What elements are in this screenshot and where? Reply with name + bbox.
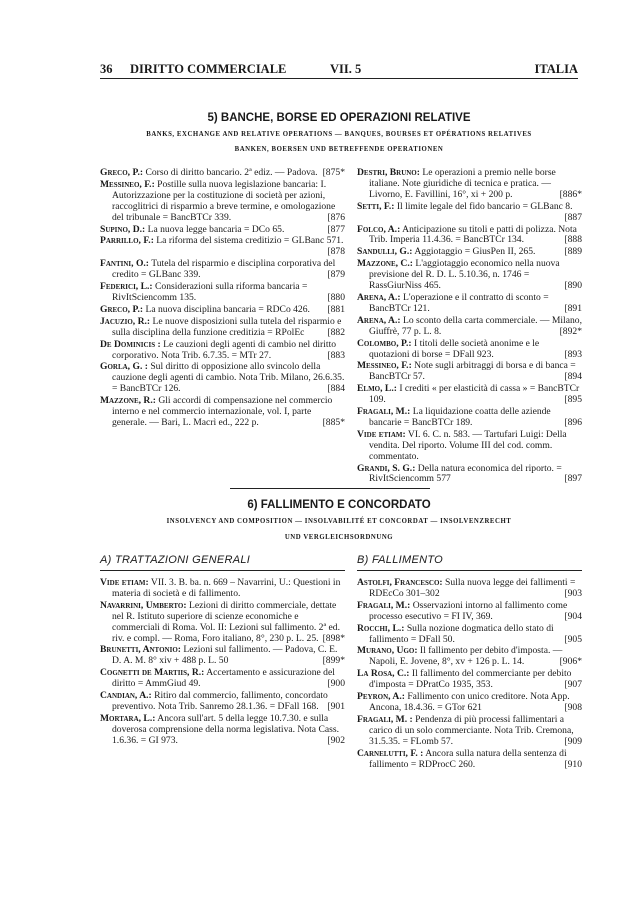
entry-number: [886* [559,188,582,200]
page-number: 36 [100,62,113,76]
country-label: ITALIA [534,62,578,76]
bibliography-entry [357,225,582,247]
entry-author: Mortara, L.: [100,712,156,724]
entry-author: Elmo, L.: [357,383,397,395]
entry-text: Lezioni di diritto commerciale, dettate nel R. Istituto superiore di scienze economiche e commerciali di Roma. Vol. II: Lezioni sul fallimento. 2ª ed. riv. e compl. — Roma, Foro italiano, 8°, 230 p. L. 25. [112,599,340,644]
entry-text: Tutela del risparmio e disciplina corporativa del credito = GLBanc 339. [112,258,336,281]
entry-number: [897 [564,473,582,485]
entry-author: La Rosa, C.: [357,668,410,680]
bibliography-entry [100,168,345,179]
entry-author: Cognetti de Martiis, R.: [100,667,205,679]
entry-author: Folco, A.: [357,223,401,235]
entry-number: [909 [564,735,582,747]
entry-number: [884 [327,383,345,395]
bibliography-entry [100,396,345,429]
entry-author: Arena, A.: [357,291,401,303]
running-head [100,62,578,78]
entry-author: Setti, F.: [357,200,395,212]
entry-text: Il limite legale del fido bancario = GLBanc 8. [394,200,573,212]
entry-text: Considerazioni sulla riforma bancaria = RivItSciencomm 135. [112,281,308,303]
entry-text: VII. 3. B. ba. n. 669 – Navarrini, U.: Questioni in materia di società e di fallimento. [112,577,341,599]
entry-author: Brunetti, Antonio: [100,644,181,656]
entry-number: [889 [564,246,582,258]
entry-number: [887 [564,211,582,223]
entry-author: Fragali, M.: [357,599,411,611]
entry-number: [910 [564,758,582,770]
bibliography-entry [100,601,345,645]
entry-text: Osservazioni intorno al fallimento come processo esecutivo = FI IV, 369. [369,599,568,622]
entry-author: Destri, Bruno: [357,167,420,178]
bibliography-entry [357,601,582,623]
bibliography-entry [100,236,345,258]
header-divider [100,78,578,79]
entry-number: [902 [327,734,345,746]
entry-number: [878 [327,246,345,258]
entry-text: Corso di diritto bancario. 2ª ediz. — Padova. [143,167,318,178]
entry-author: Peyron, A.: [357,691,405,703]
bibliography-entry [357,259,582,292]
bibliography-entry [357,202,582,224]
entry-author: Greco, P.: [100,167,144,178]
section-name: DIRITTO COMMERCIALE [130,62,287,76]
entry-author: Arena, A.: [357,314,401,326]
bibliography-entry [100,340,345,362]
entry-number: [880 [327,291,345,303]
entry-author: Gorla, G. : [100,361,148,373]
entry-author: Rocchi, L.: [357,622,405,634]
bibliography-entry [357,646,582,668]
entry-number: [883 [327,349,345,361]
entry-number: [881 [327,303,345,315]
entry-number: [898* [322,632,345,644]
entry-number: [896 [564,416,582,428]
bibliography-entry [357,464,582,486]
entry-text: Gli accordi di compensazione nel commercio interno e nel commercio internazionale, vol. I, parte generale. — Bari, L. Macrì ed., 222 p. [112,395,333,428]
entry-text: La nuova legge bancaria = DCo 65. [145,223,285,235]
entry-number: [877 [327,223,345,235]
subsection-a-heading: A) TRATTAZIONI GENERALI [100,554,251,566]
entry-text: Ritiro dal commercio, fallimento, concordato preventivo. Nota Trib. Sanremo 28.1.36. = DFall 168. [112,690,328,712]
entry-text: L'operazione e il contratto di sconto = BancBTCr 121. [369,291,549,314]
bibliography-entry [357,293,582,315]
bibliography-entry [357,339,582,361]
entry-number: [903 [564,587,582,599]
entry-text: Sulla nozione dogmatica dello stato di fallimento = DFall 50. [369,622,554,645]
bibliography-entry [100,362,345,395]
entry-author: Candian, A.: [100,690,152,702]
bibliography-entry [357,578,582,600]
entry-author: Jacuzio, R.: [100,315,151,327]
entry-text: Postille sulla nuova legislazione bancaria: I. Autorizzazione per la costituzione di società per azioni, raccoglitrici di risparmio a breve termine, e omologazione del tribunale = BancBTCr 339. [112,178,336,223]
entry-text: La riforma del sistema creditizio = GLBanc 571. [153,235,344,247]
bibliography-entry [100,317,345,339]
section6-left-column [100,578,345,748]
section-divider [230,488,430,489]
entry-author: Grandi, S. G.: [357,462,416,474]
entry-text: I crediti « per elasticità di cassa » = BancBTCr 109. [369,383,580,406]
entry-author: Fragali, M.: [357,406,411,418]
section6-subtitle-1: INSOLVENCY AND COMPOSITION — INSOLVABILITÉ ET CONCORDAT — INSOLVENZRECHT [166,518,512,525]
entry-number: [882 [327,326,345,338]
entry-text: Della natura economica del riporto. = RivItSciencomm 577 [369,462,562,485]
bibliography-entry [100,180,345,224]
section6-title: 6) FALLIMENTO E CONCORDATO [247,499,431,511]
entry-text: I titoli delle società anonime e le quotazioni di borse = DFall 923. [369,337,540,360]
entry-number: [892* [559,325,582,337]
entry-author: Fragali, M. : [357,713,413,725]
section5-subtitle-2: BANKEN, BOERSEN UND BETREFFENDE OPERATIONEN [234,146,444,153]
entry-number: [888 [564,234,582,246]
entry-text: Accertamento e assicurazione del diritto = AmmGiud 49. [112,667,335,690]
entry-number: [899* [322,655,345,667]
entry-author: Astolfi, Francesco: [357,577,443,588]
section5-left-column [100,168,345,430]
entry-number: [904 [564,610,582,622]
entry-author: Sandulli, G.: [357,246,413,258]
entry-author: Mazzone, R.: [100,395,156,407]
entry-author: Vide etiam: [357,428,406,440]
entry-text: Sulla nuova legge dei fallimenti = RDEcCo 301–302 [369,577,576,599]
entry-number: [906* [559,656,582,668]
bibliography-entry [100,305,345,316]
entry-text: Ancora sulla natura della sentenza di fallimento = RDProcC 260. [369,747,567,770]
bibliography-entry [100,691,345,713]
entry-number: [895 [564,394,582,406]
entry-author: Fantini, O.: [100,258,149,270]
entry-text: L'aggiotaggio economico nella nuova previsione del R. D. L. 5.10.36, n. 1746 = RassGiurNiss 465. [369,258,560,292]
bibliography-entry [357,715,582,748]
entry-number: [905 [564,633,582,645]
entry-text: Fallimento con unico creditore. Nota App. Ancona, 18.4.36. = GTor 621 [369,691,570,713]
entry-number: [900 [327,678,345,690]
entry-author: Carnelutti, F. : [357,747,424,759]
entry-author: Mazzone, C.: [357,258,413,270]
entry-text: Lezioni sul fallimento. — Padova, C. E. D. A. M. 8° xiv + 488 p. L. 50 [112,644,338,667]
entry-text: Le nuove disposizioni sulla tutela del risparmio e sulla disciplina della funzione creditizia = RPolEc [112,315,342,338]
entry-number: [893 [564,348,582,360]
bibliography-entry [357,430,582,463]
entry-text: Il fallimento per debito d'imposta. — Napoli, E. Jovene, 8°, xv + 126 p. L. 14. [369,645,563,668]
bibliography-entry [100,668,345,690]
entry-number: [908 [564,701,582,713]
subsection-b-heading: B) FALLIMENTO [357,554,444,566]
entry-text: VI. 6. C. n. 583. — Tartufari Luigi: Della vendita. Del riporto. Volume III del cod. comm. commentato. [369,428,567,462]
entry-text: Le operazioni a premio nelle borse italiane. Note giuridiche di tecnica e pratica. — Livorno, E. Favillini, 16°, xi + 200 p. [369,167,556,200]
entry-author: Murano, Ugo: [357,645,418,657]
section6-right-column [357,578,582,771]
entry-author: Navarrini, Umberto: [100,599,187,611]
section5-subtitle-1: BANKS, EXCHANGE AND RELATIVE OPERATIONS — BANQUES, BOURSES ET OPÉRATIONS RELATIVES [146,131,532,138]
entry-number: [894 [564,371,582,383]
subsection-a-rule [100,570,345,571]
section6-subtitle-2: UND VERGLEICHSORDNUNG [284,534,394,541]
entry-number: [891 [564,302,582,314]
entry-author: De Dominicis : [100,338,161,350]
section5-right-column [357,168,582,486]
entry-author: Parrillo, F.: [100,235,154,247]
entry-author: Federici, L.: [100,281,153,293]
bibliography-entry [357,669,582,691]
bibliography-entry [100,578,345,600]
section5-title: 5) BANCHE, BORSE ED OPERAZIONI RELATIVE [207,112,471,124]
entry-text: Lo sconto della carta commerciale. — Milano, Giuffrè, 77 p. L. 8. [369,314,582,337]
entry-text: Aggiotaggio = GiusPen II, 265. [412,246,536,258]
bibliography-entry [357,316,582,338]
entry-text: Sul diritto di opposizione allo svincolo della cauzione degli agenti di cambio. Nota Trib. Milano, 26.6.35. = BancBTCr 126. [112,361,345,395]
entry-number: [907 [564,679,582,691]
bibliography-entry [100,645,345,667]
bibliography-entry [100,259,345,281]
entry-number: [901 [327,700,345,712]
entry-text: Anticipazione su titoli e patti di polizza. Nota Trib. Imperia 11.4.36. = BancBTCr 134. [369,223,577,246]
entry-author: Vide etiam: [100,577,149,588]
bibliography-entry [357,407,582,429]
bibliography-entry [357,692,582,714]
entry-text: Il fallimento del commerciante per debito d'imposta = DPratCo 1935, 353. [369,668,572,691]
bibliography-entry [357,749,582,771]
entry-number: [890 [564,280,582,292]
entry-text: Le cauzioni degli agenti di cambio nel diritto corporativo. Nota Trib. 6.7.35. = MTr 27. [112,338,337,361]
entry-text: Ancora sull'art. 5 della legge 10.7.30. e sulla doverosa comprensione della norma legislativa. Nota Cass. 1.6.36. = GI 973. [112,712,339,746]
bibliography-entry [100,714,345,747]
entry-text: La liquidazione coatta delle aziende bancarie = BancBTCr 189. [369,406,551,428]
subsection-b-rule [357,570,582,571]
bibliography-entry [100,225,345,236]
entry-text: Note sugli arbitraggi di borsa e di banca = BancBTCr 57. [369,360,576,383]
bibliography-entry [357,384,582,406]
entry-author: Messineo, F.: [357,360,412,372]
entry-author: Colombo, P.: [357,337,412,349]
entry-number: [879 [327,269,345,281]
bibliography-entry [357,624,582,646]
entry-number: [875* [322,167,345,178]
bibliography-entry [357,168,582,201]
entry-author: Messineo, F.: [100,178,155,190]
bibliography-entry [357,361,582,383]
entry-text: La nuova disciplina bancaria = RDCo 426. [143,303,310,315]
volume-label: VII. 5 [330,62,362,76]
bibliography-entry [357,247,582,258]
entry-author: Greco, P.: [100,303,144,315]
entry-author: Supino, D.: [100,223,146,235]
entry-number: [885* [322,416,345,428]
bibliography-entry [100,282,345,304]
entry-number: [876 [327,211,345,223]
entry-text: Pendenza di più processi fallimentari a carico di un solo commerciante. Nota Trib. Cremona, 31.5.35. = FLomb 57. [369,713,574,747]
